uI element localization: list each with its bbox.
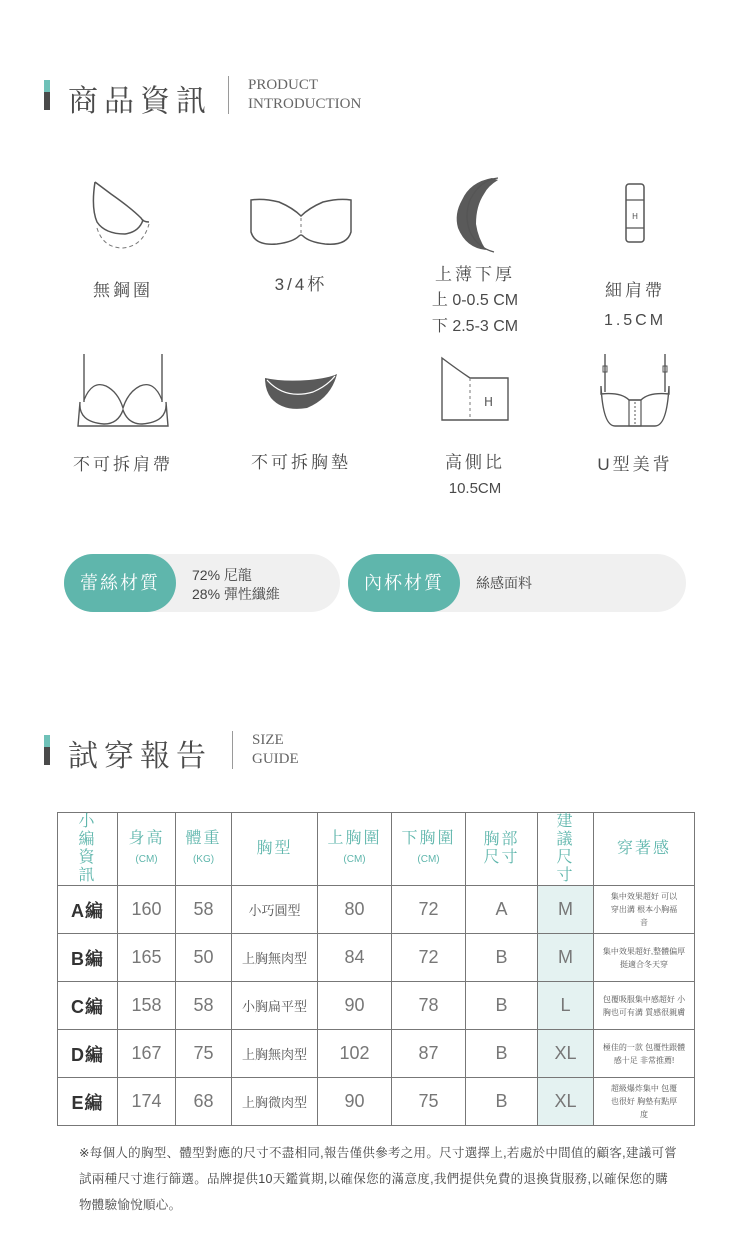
feature-label: 上薄下厚 — [435, 265, 515, 284]
col-header-height: 身高 (CM) — [118, 813, 176, 886]
feature-label: 不可拆胸墊 — [251, 453, 351, 472]
cell-under: 87 — [392, 1030, 466, 1078]
feature-label: 細肩帶 — [605, 281, 665, 300]
cell-height: 165 — [118, 934, 176, 982]
product-info-en: PRODUCT INTRODUCTION — [248, 77, 362, 112]
feature-sub: 下 2.5-3 CM — [431, 318, 519, 335]
fixed-strap-bra-icon — [74, 352, 172, 430]
feature-fixed-pad — [226, 372, 376, 476]
cell-upper: 102 — [318, 1030, 392, 1078]
cell-feel: 集中效果超好,整體偏厚 挺適合冬天穿 — [594, 934, 695, 982]
cell-name: D編 — [58, 1030, 118, 1078]
cell-cup: B — [466, 934, 538, 982]
feature-label: 高側比 — [445, 453, 505, 472]
col-header-under: 下胸圍 (CM) — [392, 813, 466, 886]
cup-material-label: 內杯材質 — [348, 554, 460, 612]
feature-sub: 1.5CM — [603, 312, 667, 329]
size-disclaimer-note: ※每個人的胸型、體型對應的尺寸不盡相同,報告僅供參考之用。尺寸選擇上,若處於中間值的顧客,建議可嘗試兩種尺寸進行篩選。品牌提供10天鑑賞期,以確保您的滿意度,我們提供免費的退換貨服務,以確保您的購物體驗愉悅順心。 — [79, 1146, 678, 1212]
size-table — [57, 812, 695, 1126]
feature-pad-profile — [400, 172, 550, 340]
cell-cup: A — [466, 886, 538, 934]
cell-under: 72 — [392, 934, 466, 982]
cell-shape: 小巧圓型 — [232, 886, 318, 934]
col-header-weight: 體重 (KG) — [176, 813, 232, 886]
cell-upper: 84 — [318, 934, 392, 982]
cell-feel: 超級爆炸集中 包覆也很好 胸墊有點厚度 — [594, 1078, 695, 1126]
cup-material-pill — [348, 554, 686, 612]
table-header-row — [58, 813, 695, 886]
cell-weight: 58 — [176, 886, 232, 934]
cell-feel: 極佳的一款 包覆性跟體感十足 非常推薦! — [594, 1030, 695, 1078]
feature-three-quarter — [226, 196, 376, 298]
cell-under: 75 — [392, 1078, 466, 1126]
feature-high-side — [400, 356, 550, 502]
cell-weight: 58 — [176, 982, 232, 1030]
cell-upper: 90 — [318, 1078, 392, 1126]
cell-upper: 90 — [318, 982, 392, 1030]
cell-shape: 小胸扁平型 — [232, 982, 318, 1030]
feature-sub: 10.5CM — [448, 480, 502, 497]
table-row — [58, 1030, 695, 1078]
feature-thin-strap — [560, 182, 710, 334]
cell-feel: 集中效果超好 可以穿出溝 根本小胸福音 — [594, 886, 695, 934]
cell-shape: 上胸微肉型 — [232, 1078, 318, 1126]
col-header-upper: 上胸圍 (CM) — [318, 813, 392, 886]
thin-strap-icon — [620, 182, 650, 244]
cell-shape: 上胸無肉型 — [232, 934, 318, 982]
feature-label: 3/4杯 — [274, 275, 328, 294]
lace-material-pill — [64, 554, 340, 612]
cell-weight: 50 — [176, 934, 232, 982]
cell-height: 158 — [118, 982, 176, 1030]
high-side-icon — [440, 356, 510, 422]
pad-profile-icon — [440, 172, 510, 254]
feature-wireless — [48, 178, 198, 304]
header-divider — [228, 76, 229, 114]
col-header-feel: 穿著感 — [594, 813, 695, 886]
product-info-title: 商品資訊 — [68, 85, 212, 118]
cell-under: 72 — [392, 886, 466, 934]
svg-text:H: H — [631, 212, 639, 221]
cell-recommend: XL — [538, 1030, 594, 1078]
three-quarter-cup-icon — [249, 196, 353, 248]
lace-material-label: 蕾絲材質 — [64, 554, 176, 612]
cell-under: 78 — [392, 982, 466, 1030]
col-header-editor: 小編資訊 — [58, 813, 118, 886]
u-back-icon — [593, 352, 677, 430]
svg-text:H: H — [484, 395, 494, 409]
cell-name: A編 — [58, 886, 118, 934]
cell-name: B編 — [58, 934, 118, 982]
feature-u-back — [560, 352, 710, 478]
feature-label: U型美背 — [597, 455, 673, 474]
cell-weight: 68 — [176, 1078, 232, 1126]
cell-cup: B — [466, 1030, 538, 1078]
cell-recommend: M — [538, 934, 594, 982]
size-report-en: SIZE GUIDE — [252, 732, 299, 767]
fixed-pad-icon — [263, 372, 339, 412]
lace-material-text: 72% 尼龍 28% 彈性纖維 — [192, 567, 280, 602]
cell-name: C編 — [58, 982, 118, 1030]
cell-upper: 80 — [318, 886, 392, 934]
cell-name: E編 — [58, 1078, 118, 1126]
table-row — [58, 1078, 695, 1126]
col-header-cup: 胸部尺寸 — [466, 813, 538, 886]
cell-recommend: L — [538, 982, 594, 1030]
section-bar — [44, 80, 50, 110]
feature-label: 無鋼圈 — [93, 281, 153, 300]
col-header-shape: 胸型 — [232, 813, 318, 886]
wireless-cup-icon — [83, 178, 163, 254]
cell-weight: 75 — [176, 1030, 232, 1078]
feature-sub: 上 0-0.5 CM — [431, 292, 519, 309]
table-row — [58, 982, 695, 1030]
cup-material-text: 絲感面料 — [476, 575, 532, 591]
cell-recommend: XL — [538, 1078, 594, 1126]
cell-cup: B — [466, 982, 538, 1030]
cell-recommend: M — [538, 886, 594, 934]
cell-cup: B — [466, 1078, 538, 1126]
cell-height: 174 — [118, 1078, 176, 1126]
cell-height: 160 — [118, 886, 176, 934]
feature-label: 不可拆肩帶 — [73, 455, 173, 474]
cell-shape: 上胸無肉型 — [232, 1030, 318, 1078]
size-report-title: 試穿報告 — [68, 740, 212, 773]
table-row — [58, 886, 695, 934]
feature-fixed-strap — [48, 352, 198, 478]
col-header-recommend: 建議尺寸 — [538, 813, 594, 886]
header-divider — [232, 731, 233, 769]
cell-height: 167 — [118, 1030, 176, 1078]
cell-feel: 包覆吸服集中感超好 小胸也可有溝 質感很親膚 — [594, 982, 695, 1030]
section-bar — [44, 735, 50, 765]
table-row — [58, 934, 695, 982]
